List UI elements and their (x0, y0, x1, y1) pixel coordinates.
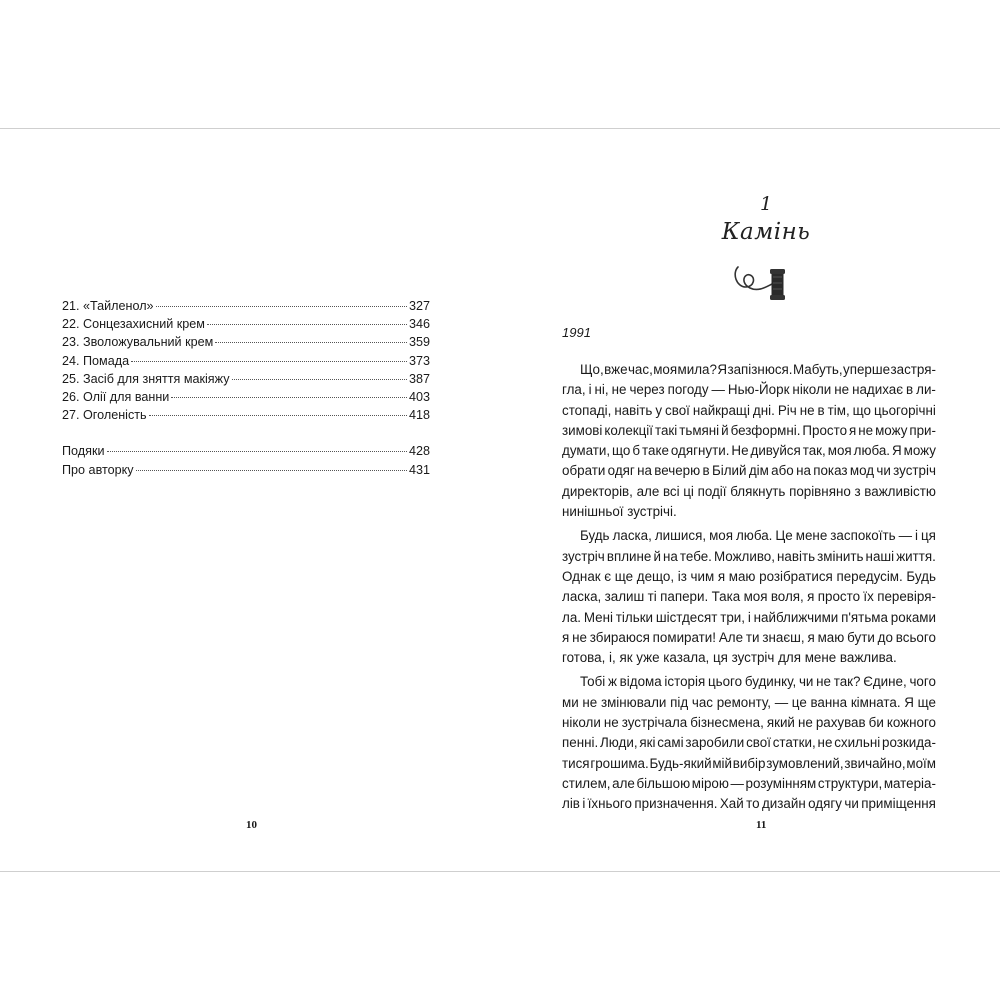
body-text-line: готова, і, як уже казала, ця зустріч для мене важлива. (562, 650, 897, 666)
toc-entry (62, 463, 430, 481)
toc-entry (62, 335, 430, 353)
chapter-year: 1991 (562, 325, 591, 340)
toc-entry-page: 403 (408, 389, 430, 404)
toc-entry (62, 354, 430, 372)
toc-dot-leader (215, 342, 407, 343)
body-text-line: Тобі ж відома історія цього будинку, чи не так? Єдине, чого (580, 674, 936, 690)
chapter-body-text (562, 360, 936, 815)
toc-entry-title: 24. Помада (62, 353, 130, 368)
toc-entry (62, 372, 430, 390)
body-text-line: ла. Мені тільки шістдесят три, і найближчими п'ятьма роками (562, 609, 936, 625)
body-text-line: стилем, але більшою мірою — розумінням структури, матеріа- (562, 775, 936, 791)
body-text-line: пенні. Люди, які самі заробили свої статки, не схильні розкида- (562, 735, 936, 751)
right-page (500, 129, 1000, 871)
toc-entry-title: Подяки (62, 444, 105, 459)
toc-entry (62, 299, 430, 317)
toc-entry-page: 346 (408, 317, 430, 332)
toc-entry-title: 26. Олії для ванни (62, 389, 170, 404)
toc-dot-leader (232, 379, 407, 380)
body-text-line: Що, вже час, моя мила? Я запізнюся. Мабуть, уперше застря- (580, 362, 936, 377)
toc-entry-page: 431 (408, 462, 430, 477)
body-text-line: ніколи не зустрічала бізнесмена, який не рахував би кожного (562, 715, 936, 731)
toc-entry (62, 390, 430, 408)
body-text-line: Однак є ще дещо, із чим я маю розібратися передусім. Будь (562, 568, 936, 584)
toc-entry-page: 387 (408, 371, 430, 386)
body-text-line: думати, що б таке одягнути. Не дивуйся так, моя люба. Я можу (562, 443, 936, 459)
toc-dot-leader (149, 415, 407, 416)
toc-entry-title: 22. Сонцезахисний крем (62, 317, 205, 332)
toc-dot-leader (136, 470, 407, 471)
body-text-line: тися грошима. Будь-який мій вибір зумовлений, звичайно, моїм (562, 755, 936, 771)
toc-entry (62, 444, 430, 462)
toc-entry-title: 27. Оголеність (62, 408, 147, 423)
right-page-number: 11 (756, 819, 767, 831)
body-text-line: стопаді, навіть у свої найкращі дні. Річ не в тім, що цьогорічні (562, 402, 936, 418)
toc-entry-title: Про авторку (62, 462, 134, 477)
toc-entry-page: 418 (408, 408, 430, 423)
body-text-line: зустріч вплине й на тебе. Можливо, навіть змінить наші життя. (562, 548, 936, 564)
body-text-line: нинішньої зустрічі. (562, 504, 677, 520)
toc-entry (62, 408, 430, 426)
body-text-line: лів і їхнього призначення. Хай то дизайн одягу чи приміщення (562, 796, 936, 812)
body-text-line: Будь ласка, лишися, моя люба. Це мене заспокоїть — і ця (580, 528, 936, 544)
toc-entry-title: 21. «Тайленол» (62, 299, 154, 313)
body-text-line: гла, і ні, не через погоду — Нью-Йорк ніколи не надихає в ли- (562, 382, 936, 398)
book-spread (0, 128, 1000, 872)
left-page-number: 10 (246, 819, 257, 831)
body-text-line: я не збираюся помирати! Але ти знаєш, я маю бути до всього (562, 629, 936, 645)
body-text-line: директорів, але всі ці події блякнуть порівняно з важливістю (562, 483, 936, 499)
toc-entry (62, 317, 430, 335)
toc-dot-leader (207, 324, 407, 325)
body-text-line: обрати одяг на вечерю в Білий дім або на показ мод чи зустріч (562, 463, 936, 479)
toc-entry-title: 23. Зволожувальний крем (62, 335, 214, 350)
toc-entry-page: 327 (408, 299, 430, 313)
left-page (0, 129, 499, 871)
toc-entry-page: 359 (408, 335, 430, 350)
toc-entry-page: 428 (408, 444, 430, 459)
body-text-line: зимові колекції такі тьмяні й безформні. Просто я не можу при- (562, 422, 936, 438)
thread-spool-icon (730, 257, 790, 303)
toc-dot-leader (156, 306, 407, 307)
body-text-line: ласка, залиш ті папери. Така моя воля, я просто їх перевіря- (562, 589, 936, 605)
toc-dot-leader (131, 361, 407, 362)
chapter-title: Камінь (721, 219, 811, 245)
body-text-line: ми не змінювали під час ремонту, — це ванна кімната. Я ще (562, 694, 936, 710)
toc-entry-title: 25. Засіб для зняття макіяжу (62, 371, 230, 386)
table-of-contents (62, 299, 430, 481)
chapter-number: 1 (759, 193, 773, 215)
toc-dot-leader (107, 451, 407, 452)
toc-entry-page: 373 (408, 353, 430, 368)
toc-dot-leader (171, 397, 407, 398)
